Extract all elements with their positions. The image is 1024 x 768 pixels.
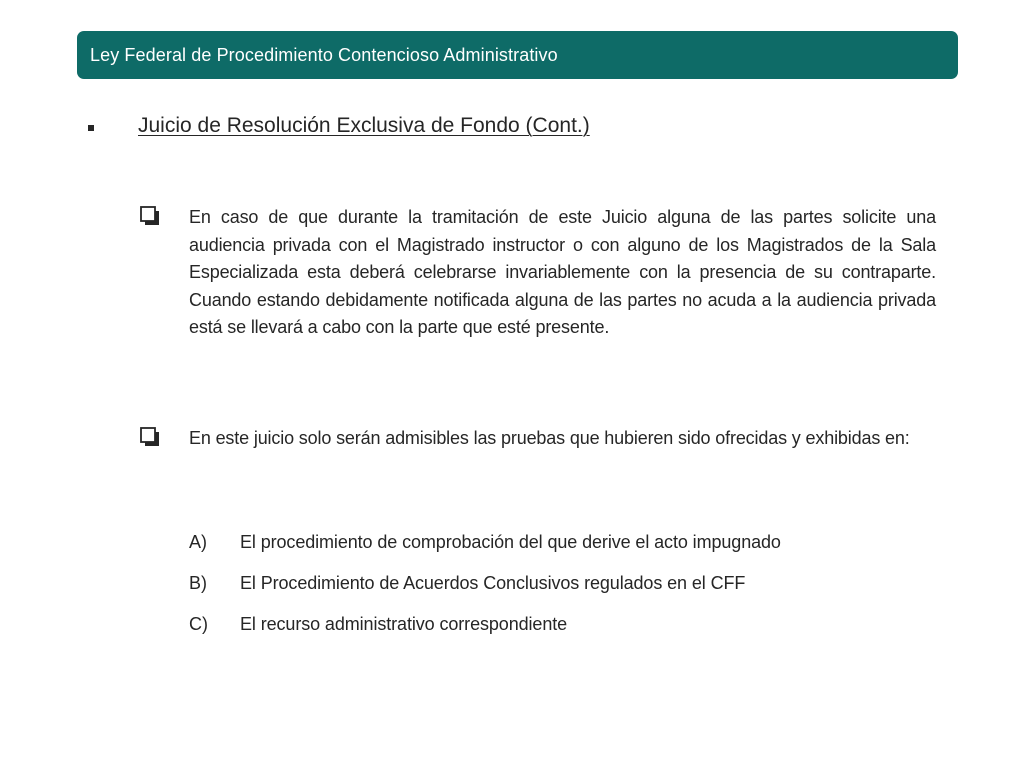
checkbox-icon bbox=[140, 427, 160, 447]
paragraph-text: En caso de que durante la tramitación de este Juicio alguna de las partes solicite una audiencia privada con el Magistrado instructor o con alguno de los Magistrados de la Sala Especializada esta deberá celebrarse invariablemente con la presencia de su contraparte. Cuando estando debidamente notificada alguna de las partes no acuda a la audiencia privada está se llevará a cabo con la parte que esté presente. bbox=[189, 207, 936, 337]
list-item bbox=[189, 532, 949, 573]
list-item-text: El Procedimiento de Acuerdos Conclusivos regulados en el CFF bbox=[240, 573, 746, 593]
paragraph-text: En este juicio solo serán admisibles las pruebas que hubieren sido ofrecidas y exhibidas en: bbox=[189, 428, 910, 448]
list-item bbox=[189, 573, 949, 614]
slide-title: Ley Federal de Procedimiento Contencioso Administrativo bbox=[90, 44, 558, 65]
square-bullet-icon bbox=[88, 125, 94, 131]
list-item-text: El procedimiento de comprobación del que derive el acto impugnado bbox=[240, 532, 781, 552]
list-marker: A) bbox=[189, 532, 207, 552]
list-item bbox=[189, 614, 949, 655]
list-marker: B) bbox=[189, 573, 207, 593]
section-heading: Juicio de Resolución Exclusiva de Fondo (Cont.) bbox=[138, 114, 590, 137]
list-item-text: El recurso administrativo correspondiente bbox=[240, 614, 568, 634]
list-marker: C) bbox=[189, 614, 208, 634]
checkbox-icon bbox=[140, 206, 160, 226]
evidence-list bbox=[189, 532, 949, 655]
section-heading-row bbox=[86, 114, 946, 144]
title-bar bbox=[77, 31, 958, 79]
